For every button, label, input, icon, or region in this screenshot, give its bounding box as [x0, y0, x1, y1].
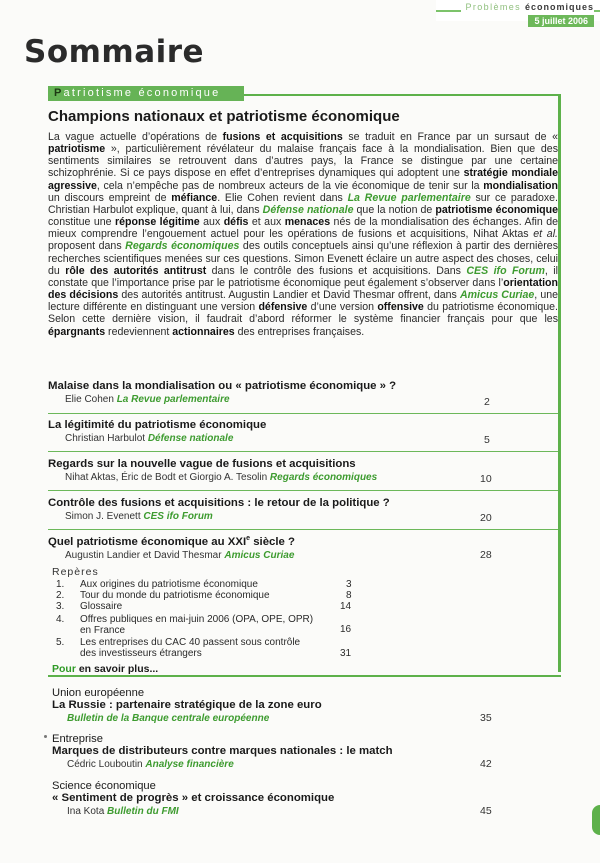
article-title[interactable]: Malaise dans la mondialisation ou « patriotisme économique » ?	[48, 380, 397, 392]
more-page: 35	[480, 712, 492, 724]
publication-name: Problèmes économiques	[461, 2, 594, 12]
intro-segment: sur ce paradoxe. Christian Harbulot explique, quant à lui, dans	[48, 191, 559, 216]
article-page: 2	[484, 396, 490, 408]
intro-segment: , une lecture différente en distinguant une version	[48, 289, 558, 314]
separator	[48, 451, 558, 452]
separator	[48, 529, 558, 530]
intro-segment: épargnants	[48, 325, 106, 338]
intro-segment: fusions et acquisitions	[222, 131, 343, 143]
repere-item[interactable]: 4. Offres publiques en mai-juin 2006 (OPA, OPE, OPR) en France	[56, 614, 314, 636]
repere-page: 8	[346, 590, 352, 601]
intro-segment: CES ifo Forum	[466, 264, 545, 277]
intro-segment: mondialisation	[483, 179, 558, 192]
intro-segment: orientation des décisions	[48, 276, 558, 302]
article-author: Christian Harbulot Défense nationale	[65, 433, 234, 444]
intro-segment: et aux	[248, 216, 285, 229]
article-title[interactable]: Regards sur la nouvelle vague de fusions et acquisitions	[48, 458, 356, 470]
issue-date: 5 juillet 2006	[528, 15, 594, 27]
intro-segment: offensive	[377, 301, 424, 314]
intro-segment: Regards économiques	[125, 240, 240, 253]
intro-segment: nés de la mondialisation des échanges. Afin de mieux comprendre l’engouement actuel pour les opérations de fusions et acquisitions, Nihat Aktas	[48, 216, 559, 241]
more-category: Union européenne	[52, 687, 145, 699]
theme-band: Patriotisme économique	[48, 86, 244, 101]
separator	[48, 413, 558, 414]
intro-segment: des outils conceptuels ainsi qu’une réflexion à partir des dernières recherches scientifiques menées sur ces questions. Simon Evenett éclaire un autre aspect des choses, celui du	[48, 240, 559, 277]
intro-segment: La vague actuelle d’opérations de	[48, 131, 223, 143]
article-title[interactable]: Quel patriotisme économique au XXIe siècle ?	[48, 535, 295, 548]
article-source: Regards économiques	[269, 472, 378, 483]
repere-page: 3	[346, 579, 352, 590]
intro-segment: un discours empreint de	[48, 191, 172, 204]
header-bar	[436, 0, 600, 26]
intro-segment: constitue une	[48, 216, 115, 229]
intro-segment: Défense nationale	[262, 203, 354, 216]
article-title[interactable]: La légitimité du patriotisme économique	[48, 419, 267, 431]
article-source: Amicus Curiae	[224, 549, 295, 561]
intro-segment: que la notion de	[353, 203, 436, 216]
intro-segment: . Elie Cohen revient dans	[217, 191, 348, 204]
intro-segment: redeviennent	[105, 325, 173, 338]
intro-segment: rôle des autorités antitrust	[65, 264, 207, 277]
page-title: Sommaire	[24, 34, 205, 70]
article-source: Défense nationale	[147, 433, 234, 444]
more-page: 45	[480, 805, 492, 817]
intro-segment: et al.	[533, 228, 558, 241]
intro-segment: méfiance	[171, 191, 218, 204]
repere-page: 31	[340, 648, 352, 659]
more-title[interactable]: La Russie : partenaire stratégique de la zone euro	[52, 699, 322, 711]
intro-segment: patriotisme	[48, 143, 106, 156]
dossier-intro	[48, 131, 558, 338]
intro-segment: stratégie mondiale agressive	[48, 167, 558, 192]
article-5[interactable]	[48, 535, 500, 561]
more-category: Entreprise	[52, 733, 103, 745]
article-title[interactable]: Contrôle des fusions et acquisitions : le retour de la politique ?	[48, 497, 390, 509]
article-source: La Revue parlementaire	[116, 394, 230, 405]
page-edge-tab	[592, 805, 600, 835]
article-author: Simon J. Evenett CES ifo Forum	[65, 511, 213, 522]
repere-item[interactable]: 3. Glossaire	[56, 601, 123, 612]
intro-segment: des entreprises françaises.	[234, 325, 365, 338]
more-category: Science économique	[52, 780, 156, 792]
intro-segment: d’une version	[307, 301, 378, 314]
article-3[interactable]	[48, 458, 500, 483]
intro-segment: , cela n’empêche pas de nombreux acteurs de la vie économique de tenir sur la	[96, 179, 484, 192]
intro-segment: proposent dans	[48, 240, 126, 253]
more-title[interactable]: Marques de distributeurs contre marques nationales : le match	[52, 745, 393, 757]
intro-segment: dans le contrôle des fusions et acquisitions. Dans	[206, 264, 467, 277]
article-author: Elie Cohen La Revue parlementaire	[65, 394, 230, 405]
reperes-heading: Repères	[52, 566, 99, 578]
more-source: Cédric Louboutin Analyse financière	[67, 759, 234, 770]
repere-item[interactable]: 5. Les entreprises du CAC 40 passent sous contrôle des investisseurs étrangers	[56, 637, 301, 659]
intro-segment: aux	[199, 216, 224, 229]
pour-en-savoir-plus: Pour en savoir plus...	[52, 663, 159, 675]
repere-item[interactable]: 2. Tour du monde du patriotisme économique	[56, 590, 270, 601]
article-page: 5	[484, 434, 490, 446]
repere-page: 16	[340, 624, 352, 635]
intro-segment: actionnaires	[172, 325, 235, 338]
article-1[interactable]	[48, 380, 500, 405]
more-source: Bulletin de la Banque centrale européenne	[67, 713, 270, 724]
intro-segment: se traduit en France par un sursaut de «	[342, 131, 558, 143]
intro-segment: du patriotisme économique. Selon cette dernière vision, il faudrait d’abord réformer le système financier français pour que les	[48, 301, 558, 326]
separator	[48, 490, 558, 491]
intro-segment: , il constate que l’importance prise par le patriotisme économique peut également s’observer dans l’	[48, 264, 558, 289]
more-page: 42	[480, 758, 492, 770]
intro-segment: défis	[223, 216, 249, 229]
repere-page: 14	[340, 601, 352, 612]
article-author: Nihat Aktas, Éric de Bodt et Giorgio A. Tesolin Regards économiques	[65, 472, 378, 483]
intro-segment: patriotisme économique	[435, 203, 558, 216]
intro-segment: des autorités antitrust. Augustin Landier et David Thesmar offrent, dans	[118, 289, 460, 302]
intro-segment: Amicus Curiae	[459, 289, 535, 302]
intro-segment: menaces	[284, 216, 331, 229]
repere-item[interactable]: 1. Aux origines du patriotisme économique	[56, 579, 258, 590]
side-rule	[558, 94, 561, 672]
dossier-title: Champions nationaux et patriotisme économique	[48, 108, 400, 125]
more-title[interactable]: « Sentiment de progrès » et croissance économique	[52, 792, 335, 804]
intro-segment: défensive	[258, 301, 308, 314]
article-page: 20	[480, 512, 492, 524]
article-page: 10	[480, 473, 492, 485]
section-rule	[48, 675, 561, 677]
intro-segment: », particulièrement révélateur du malaise français face à la mondialisation. Bien que des sentiments similaires se retrouvent dans d’autres pays, la France se distingue par une certaine schizophrénie. Si ce pays dispose en effet d’entreprises dynamiques qui adoptent une	[48, 143, 558, 180]
bullet-dot	[44, 735, 47, 738]
more-source: Ina Kota Bulletin du FMI	[67, 806, 179, 817]
intro-segment: réponse légitime	[115, 216, 200, 229]
article-2[interactable]	[48, 419, 500, 444]
article-author: Augustin Landier et David Thesmar Amicus Curiae	[65, 549, 295, 561]
article-source: CES ifo Forum	[143, 511, 213, 522]
article-4[interactable]	[48, 497, 500, 522]
intro-segment: La Revue parlementaire	[347, 191, 471, 204]
article-page: 28	[480, 549, 492, 561]
